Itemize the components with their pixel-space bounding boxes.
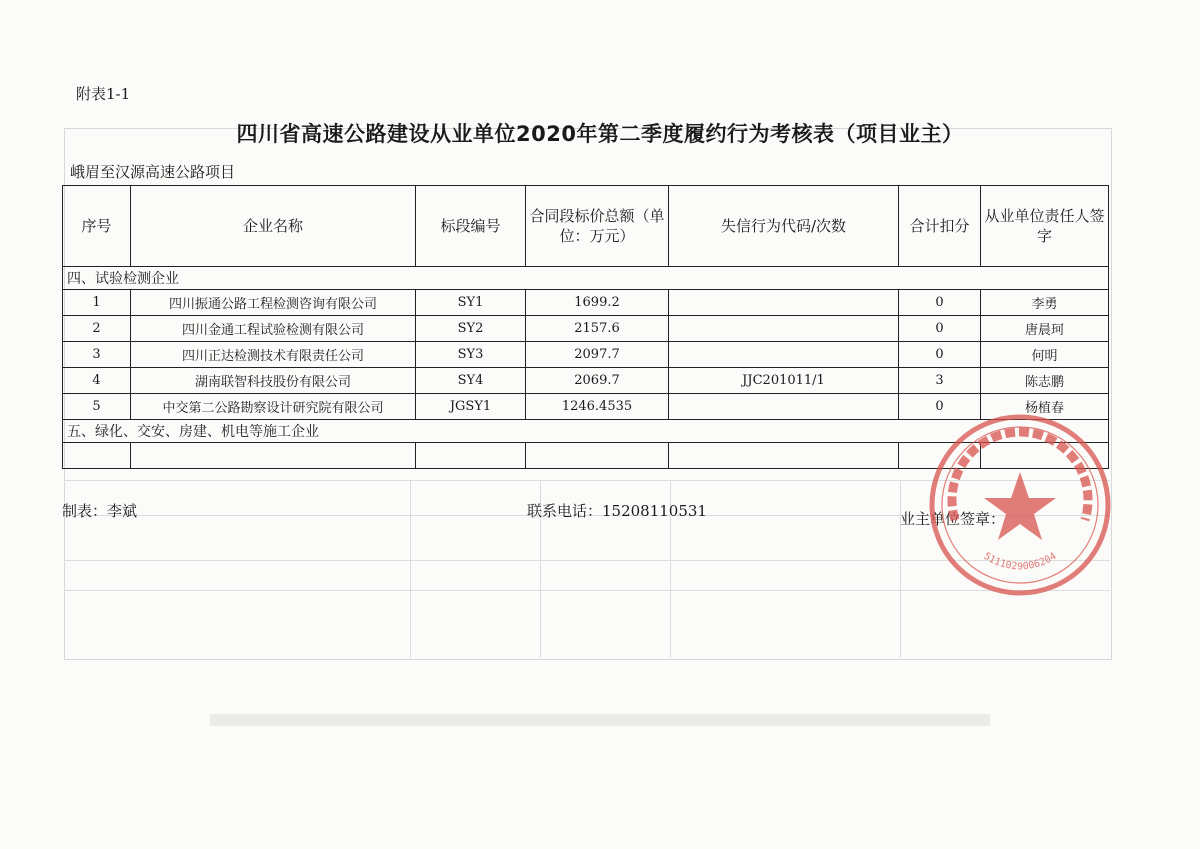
empty-cell	[416, 443, 526, 469]
project-name: 峨眉至汉源高速公路项目	[70, 163, 236, 181]
official-seal-icon	[925, 410, 1115, 600]
footer-phone: 联系电话：15208110531	[527, 502, 707, 520]
row-seq: 2	[63, 316, 131, 342]
row-amount: 2069.7	[526, 368, 669, 394]
row-seq: 1	[63, 290, 131, 316]
row-deduction: 0	[899, 316, 981, 342]
attachment-label: 附表1-1	[76, 85, 131, 103]
empty-cell	[63, 443, 131, 469]
row-signer: 陈志鹏	[981, 368, 1109, 394]
document-title: 四川省高速公路建设从业单位2020年第二季度履约行为考核表（项目业主）	[236, 122, 964, 146]
bleed-through-line	[900, 480, 901, 658]
header-signature: 从业单位责任人签字	[981, 186, 1109, 267]
row-deduction: 0	[899, 394, 981, 420]
seal-serial: 5111029006204	[981, 550, 1059, 573]
row-dishonesty: JJC201011/1	[669, 368, 899, 394]
row-seq: 3	[63, 342, 131, 368]
row-seq: 4	[63, 368, 131, 394]
table-row	[63, 316, 1109, 342]
empty-cell	[131, 443, 416, 469]
row-amount: 2157.6	[526, 316, 669, 342]
row-seq: 5	[63, 394, 131, 420]
header-total-deduction: 合计扣分	[899, 186, 981, 267]
row-amount: 1246.4535	[526, 394, 669, 420]
row-section-code: SY3	[416, 342, 526, 368]
row-dishonesty	[669, 290, 899, 316]
row-company: 四川金通工程试验检测有限公司	[131, 316, 416, 342]
row-dishonesty	[669, 316, 899, 342]
row-section-code: SY2	[416, 316, 526, 342]
section-four-row	[63, 267, 1109, 290]
row-company: 中交第二公路勘察设计研究院有限公司	[131, 394, 416, 420]
table-row	[63, 368, 1109, 394]
row-dishonesty	[669, 394, 899, 420]
section-four-label: 四、试验检测企业	[63, 267, 1109, 290]
header-company: 企业名称	[131, 186, 416, 267]
row-deduction: 0	[899, 290, 981, 316]
row-amount: 2097.7	[526, 342, 669, 368]
empty-cell	[669, 443, 899, 469]
footer-seal-label: 业主单位签章：	[900, 510, 1006, 528]
row-signer: 何明	[981, 342, 1109, 368]
row-deduction: 3	[899, 368, 981, 394]
table-row	[63, 342, 1109, 368]
bleed-through-line	[210, 714, 990, 726]
seal-star-icon	[984, 472, 1056, 540]
row-signer: 李勇	[981, 290, 1109, 316]
header-contract-amount: 合同段标价总额（单位：万元）	[526, 186, 669, 267]
row-company: 四川正达检测技术有限责任公司	[131, 342, 416, 368]
row-section-code: JGSY1	[416, 394, 526, 420]
header-row	[63, 186, 1109, 267]
row-signer: 唐晨珂	[981, 316, 1109, 342]
header-dishonesty-code: 失信行为代码/次数	[669, 186, 899, 267]
header-seq: 序号	[63, 186, 131, 267]
row-section-code: SY1	[416, 290, 526, 316]
footer-maker: 制表：李斌	[62, 502, 138, 520]
row-deduction: 0	[899, 342, 981, 368]
bleed-through-line	[410, 480, 411, 658]
table-row	[63, 290, 1109, 316]
row-amount: 1699.2	[526, 290, 669, 316]
row-company: 四川振通公路工程检测咨询有限公司	[131, 290, 416, 316]
section-five-label: 五、绿化、交安、房建、机电等施工企业	[63, 420, 1109, 443]
row-dishonesty	[669, 342, 899, 368]
row-company: 湖南联智科技股份有限公司	[131, 368, 416, 394]
header-section-code: 标段编号	[416, 186, 526, 267]
empty-cell	[526, 443, 669, 469]
row-section-code: SY4	[416, 368, 526, 394]
row-signer: 杨植春	[981, 394, 1109, 420]
